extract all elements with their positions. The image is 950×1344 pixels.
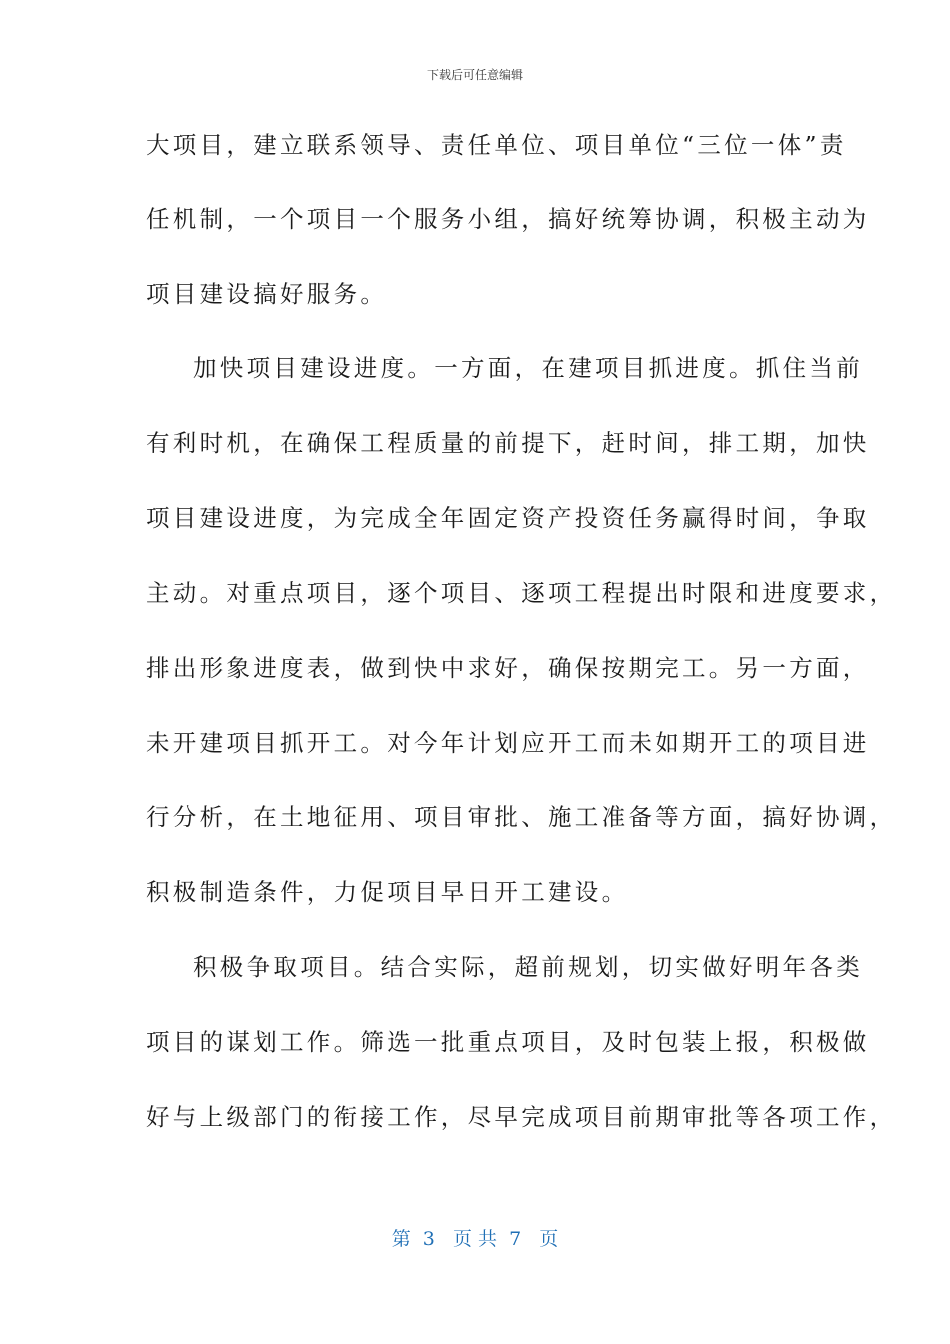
page-header: 下载后可任意编辑 <box>426 68 523 82</box>
paragraph-line: 未开建项目抓开工。对今年计划应开工而未如期开工的项目进 <box>146 729 870 757</box>
paragraph-line: 任机制，一个项目一个服务小组，搞好统筹协调，积极主动为 <box>146 205 870 233</box>
paragraph-line: 好与上级部门的衔接工作，尽早完成项目前期审批等各项工作， <box>146 1103 897 1131</box>
paragraph-line: 大项目，建立联系领导、责任单位、项目单位“三位一体”责 <box>146 131 847 159</box>
paragraph-line: 项目建设进度，为完成全年固定资产投资任务赢得时间，争取 <box>146 504 870 532</box>
paragraph-line: 行分析，在土地征用、项目审批、施工准备等方面，搞好协调， <box>146 803 897 831</box>
paragraph-line: 有利时机，在确保工程质量的前提下，赶时间，排工期，加快 <box>146 429 870 457</box>
page-number-footer: 第 3 页 共 7 页 <box>391 1228 559 1250</box>
paragraph-line: 主动。对重点项目，逐个项目、逐项工程提出时限和进度要求， <box>146 579 897 607</box>
paragraph-line: 项目的谋划工作。筛选一批重点项目，及时包装上报，积极做 <box>146 1028 870 1056</box>
paragraph-line: 积极争取项目。结合实际，超前规划，切实做好明年各类 <box>193 953 863 981</box>
paragraph-line: 项目建设搞好服务。 <box>146 280 388 308</box>
paragraph-line: 加快项目建设进度。一方面，在建项目抓进度。抓住当前 <box>193 354 863 382</box>
paragraph-line: 积极制造条件，力促项目早日开工建设。 <box>146 878 629 906</box>
paragraph-line: 排出形象进度表，做到快中求好，确保按期完工。另一方面， <box>146 654 870 682</box>
